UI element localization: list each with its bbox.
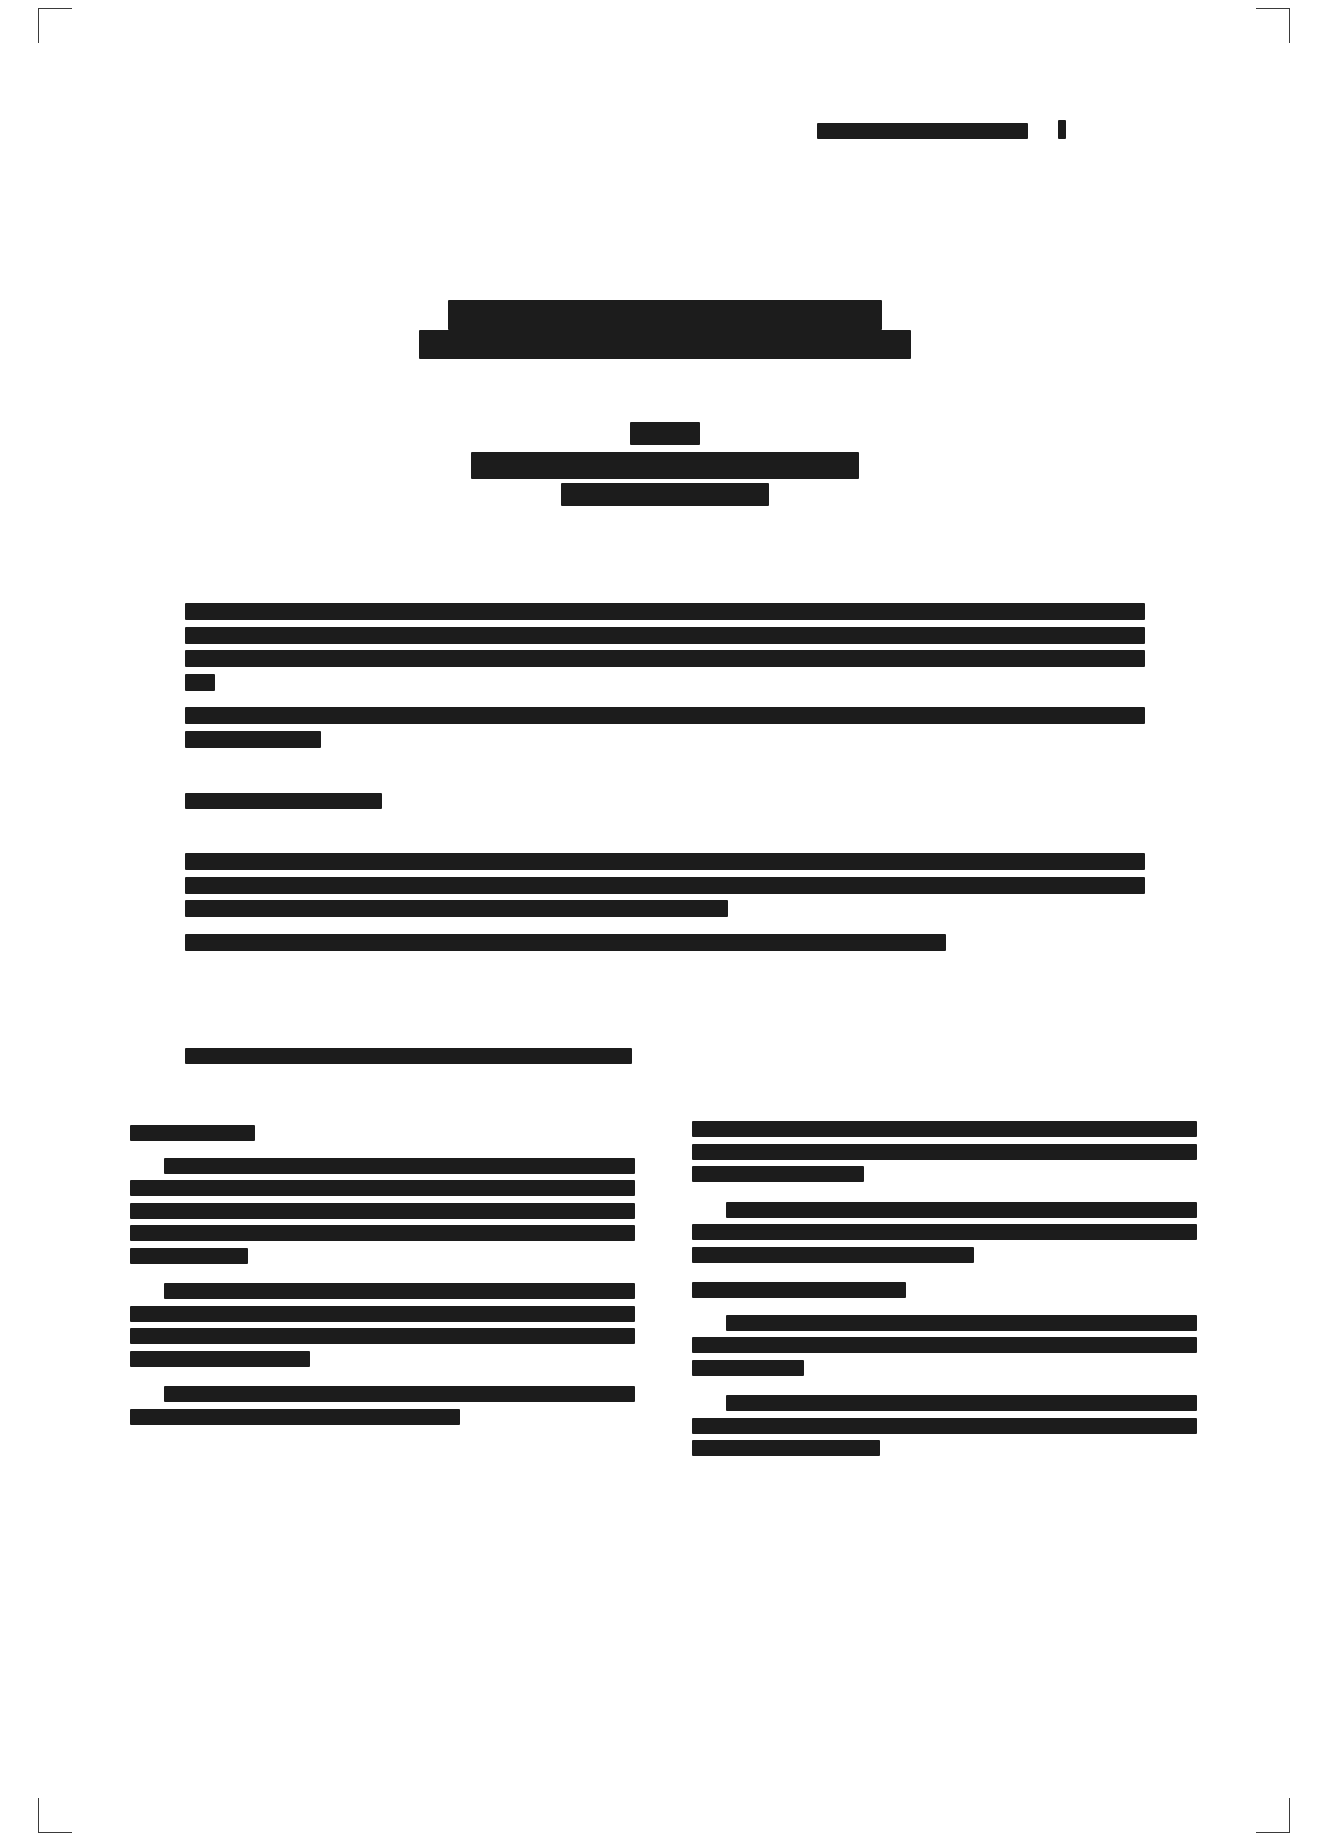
title-line-2: [419, 330, 912, 360]
running-head: [817, 123, 1028, 140]
byline-authors: [471, 452, 859, 480]
introduction-heading: [130, 1122, 635, 1145]
abstract-paragraph-2: [185, 707, 1145, 748]
right-paragraph-2: [692, 1202, 1197, 1263]
keywords-heading: [185, 793, 382, 810]
keywords-block: [185, 850, 1145, 964]
page-number: [1058, 120, 1067, 140]
body-column-right: [692, 1118, 1197, 1473]
left-paragraph-2: [130, 1283, 635, 1367]
body-column-left: [130, 1118, 635, 1441]
crop-mark-bottom-left-2: [38, 1814, 72, 1833]
left-paragraph-1: [130, 1158, 635, 1264]
crop-mark-top-left-2: [38, 8, 72, 27]
methods-heading-text: [692, 1282, 906, 1298]
introduction-heading-text: [130, 1125, 255, 1141]
keywords-paragraph-1: [185, 853, 1145, 917]
page-number-text: [1058, 120, 1067, 139]
right-paragraph-1: [692, 1121, 1197, 1182]
right-method-paragraph-1: [692, 1315, 1197, 1376]
running-head-text: [817, 123, 1028, 139]
methods-heading: [692, 1279, 1197, 1302]
page-title: [255, 300, 1075, 359]
title-line-1: [448, 300, 882, 330]
crop-mark-top-right-2: [1256, 8, 1290, 27]
crop-mark-bottom-right-2: [1256, 1814, 1290, 1833]
abstract-block: [185, 600, 1145, 761]
left-paragraph-3: [130, 1386, 635, 1425]
abstract-paragraph-1: [185, 603, 1145, 691]
keywords-heading-text: [185, 793, 382, 809]
keywords-paragraph-2: [185, 934, 946, 951]
byline-label: [630, 422, 701, 445]
right-method-paragraph-2: [692, 1395, 1197, 1456]
footnote-text: [185, 1048, 632, 1064]
byline: [255, 420, 1075, 507]
byline-affiliation: [561, 483, 768, 506]
footnote: [185, 1048, 632, 1065]
